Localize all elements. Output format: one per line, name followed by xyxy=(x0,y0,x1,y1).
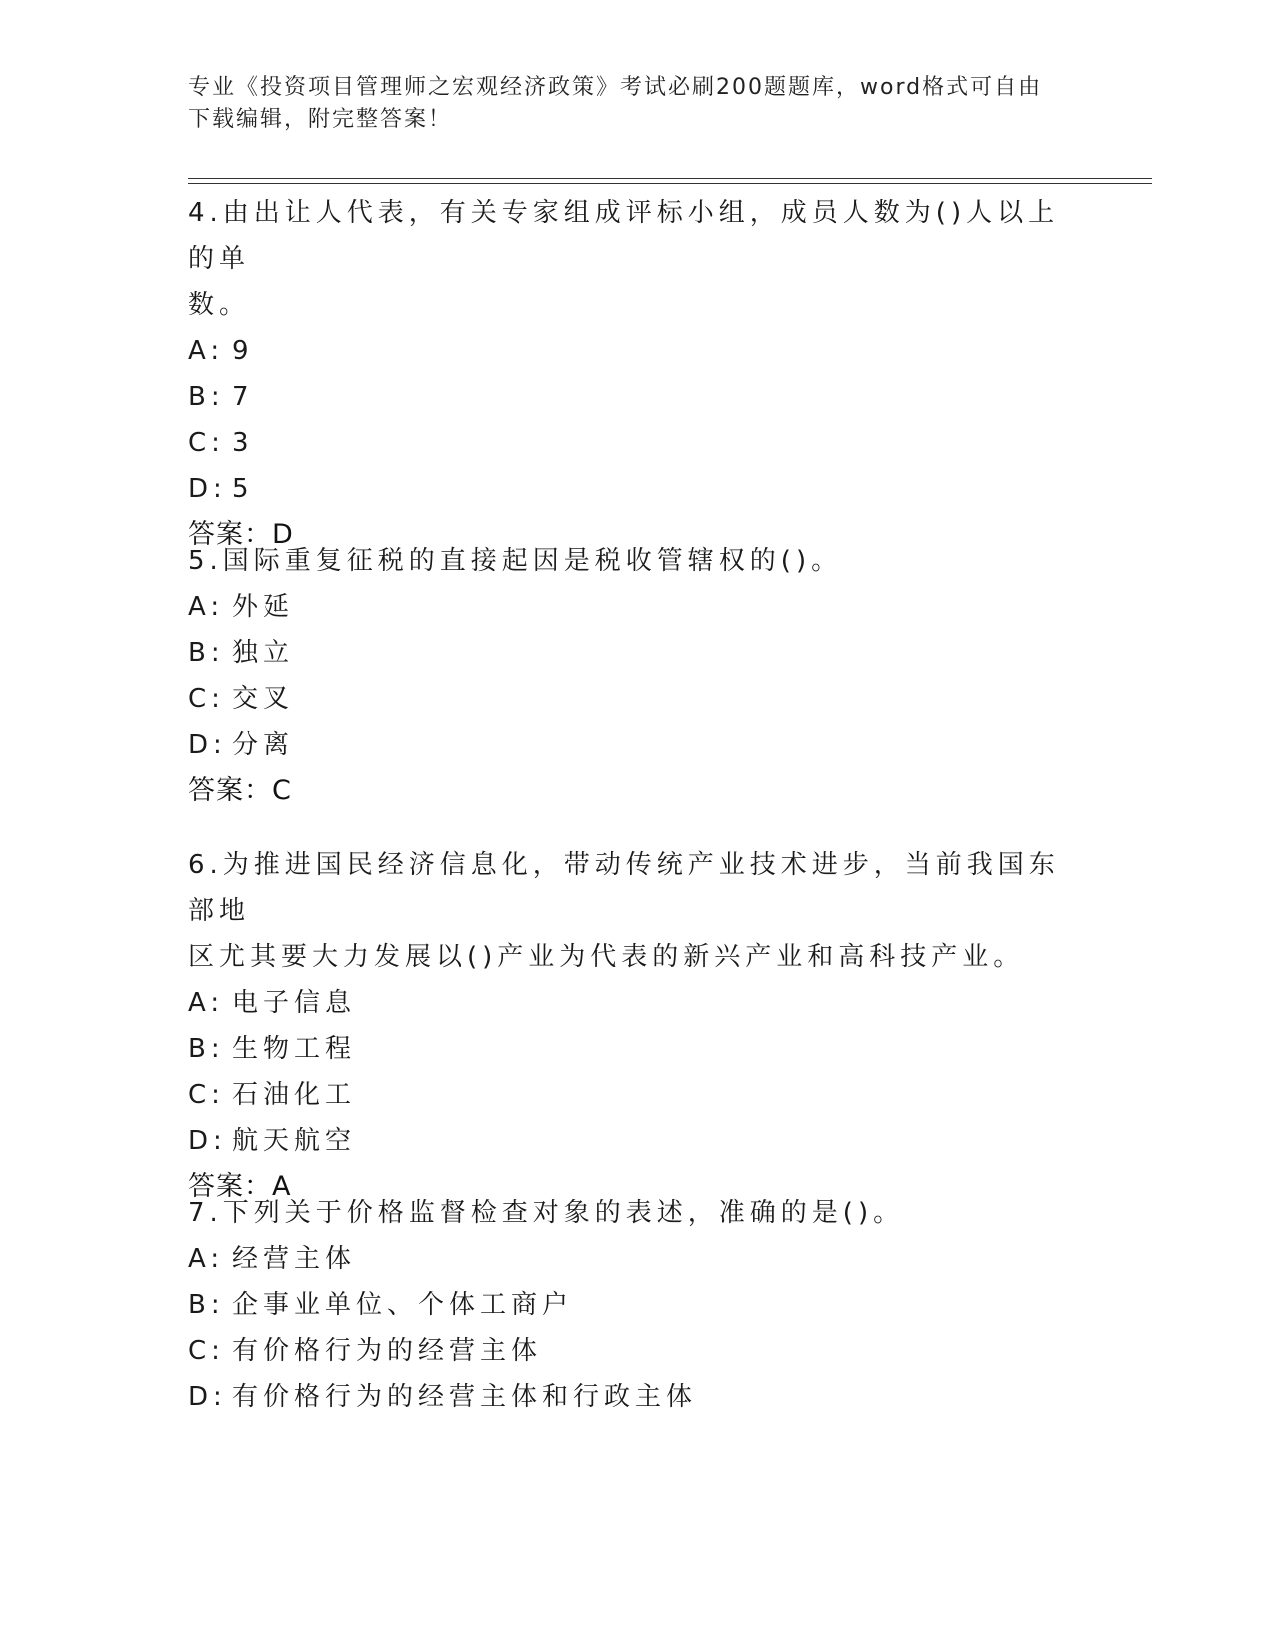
option-b xyxy=(188,1282,1068,1328)
answer: 答案：A xyxy=(188,1171,292,1202)
option-label: D: xyxy=(188,730,227,760)
question-stem: 6.为推进国民经济信息化，带动传统产业技术进步，当前我国东部地 xyxy=(188,850,1060,926)
option-d xyxy=(188,1374,1068,1420)
option-text: 9 xyxy=(232,336,254,366)
option-label: B: xyxy=(188,382,225,412)
answer: 答案：D xyxy=(188,519,294,550)
question-5 xyxy=(188,538,1068,814)
option-label: D: xyxy=(188,1126,227,1156)
option-text: 石油化工 xyxy=(232,1080,357,1110)
header-divider-bottom xyxy=(188,183,1152,184)
option-label: D: xyxy=(188,474,227,504)
option-text: 经营主体 xyxy=(232,1244,357,1274)
header-line-1: 专业《投资项目管理师之宏观经济政策》考试必刷200题题库，word格式可自由 xyxy=(188,75,1043,100)
option-label: B: xyxy=(188,638,225,668)
option-a xyxy=(188,584,1068,630)
option-a xyxy=(188,980,1068,1026)
option-d xyxy=(188,722,1068,768)
option-label: A: xyxy=(188,988,225,1018)
header-divider-top xyxy=(188,178,1152,179)
option-label: A: xyxy=(188,1244,225,1274)
option-c xyxy=(188,1072,1068,1118)
option-text: 5 xyxy=(232,474,254,504)
option-text: 生物工程 xyxy=(232,1034,357,1064)
option-text: 有价格行为的经营主体 xyxy=(232,1336,543,1366)
option-text: 有价格行为的经营主体和行政主体 xyxy=(232,1382,698,1412)
option-label: A: xyxy=(188,336,225,366)
question-stem: 4.由出让人代表，有关专家组成评标小组，成员人数为()人以上的单 xyxy=(188,198,1060,274)
option-text: 电子信息 xyxy=(232,988,357,1018)
question-stem: 5.国际重复征税的直接起因是税收管辖权的()。 xyxy=(188,546,843,576)
option-label: B: xyxy=(188,1290,225,1320)
option-text: 独立 xyxy=(232,638,295,668)
option-a xyxy=(188,1236,1068,1282)
option-b xyxy=(188,374,1068,420)
option-c xyxy=(188,420,1068,466)
option-d xyxy=(188,1118,1068,1164)
option-text: 3 xyxy=(232,428,254,458)
document-header xyxy=(188,72,1088,136)
option-c xyxy=(188,676,1068,722)
question-6 xyxy=(188,842,1068,1210)
header-line-2: 下载编辑，附完整答案！ xyxy=(188,107,453,132)
option-label: C: xyxy=(188,428,225,458)
option-text: 分离 xyxy=(232,730,295,760)
option-text: 企事业单位、个体工商户 xyxy=(232,1290,574,1320)
question-7 xyxy=(188,1190,1068,1420)
option-text: 交叉 xyxy=(232,684,295,714)
question-stem-continued: 数。 xyxy=(188,290,251,320)
option-label: A: xyxy=(188,592,225,622)
answer: 答案：C xyxy=(188,775,292,806)
option-b xyxy=(188,630,1068,676)
option-text: 外延 xyxy=(232,592,295,622)
option-d xyxy=(188,466,1068,512)
option-label: C: xyxy=(188,684,225,714)
option-label: D: xyxy=(188,1382,227,1412)
option-label: C: xyxy=(188,1080,225,1110)
option-label: B: xyxy=(188,1034,225,1064)
option-text: 7 xyxy=(232,382,254,412)
question-4 xyxy=(188,190,1068,558)
question-stem: 7.下列关于价格监督检查对象的表述，准确的是()。 xyxy=(188,1198,905,1228)
option-b xyxy=(188,1026,1068,1072)
question-stem-continued: 区尤其要大力发展以()产业为代表的新兴产业和高科技产业。 xyxy=(188,942,1025,972)
option-c xyxy=(188,1328,1068,1374)
option-label: C: xyxy=(188,1336,225,1366)
option-text: 航天航空 xyxy=(232,1126,357,1156)
option-a xyxy=(188,328,1068,374)
